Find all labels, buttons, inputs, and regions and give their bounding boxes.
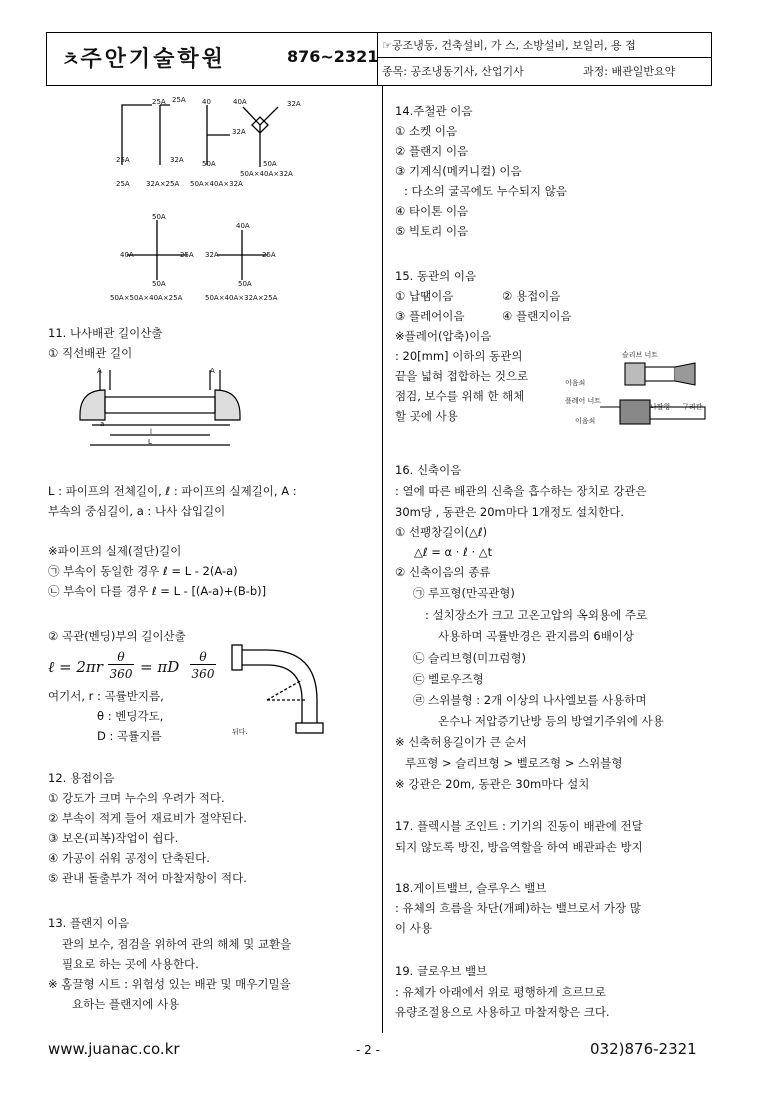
s16-loop: ㉠ 루프형(만곡관형) — [413, 586, 515, 600]
s15-row1b: ② 용접이음 — [502, 289, 561, 303]
pipe-a-lower: a — [100, 420, 105, 428]
bend-pipe-diagram — [232, 635, 342, 745]
elbow-caption: 25A — [116, 180, 130, 188]
s11-d: D : 곡률지름 — [97, 729, 162, 743]
header-logo-area — [47, 33, 378, 85]
s13-line1: 관의 보수, 점검을 위하여 관의 해체 및 교환을 — [62, 937, 292, 951]
s15-row2b: ④ 플랜지이음 — [502, 309, 572, 323]
bend-frac-num-1: θ — [108, 650, 134, 665]
tee-left-label: 25A — [116, 156, 130, 164]
s16-order-line2: 루프형 > 슬리브형 > 벨로즈형 > 스위블형 — [405, 756, 623, 770]
tee-caption: 32A×25A — [146, 180, 180, 188]
s16-order: ※ 신축허용길이가 큰 순서 — [395, 735, 527, 749]
flare-nut: 플레어 너트 — [565, 397, 602, 405]
s15-title: 15. 동관의 이음 — [395, 269, 477, 283]
s15-row1a: ① 납땜이음 — [395, 289, 454, 303]
s11-eq1: ㉠ 부속이 동일한 경우 ℓ = L - 2(A-a) — [48, 564, 238, 578]
y-bot-label: 50A — [263, 160, 277, 168]
s17-line1: 17. 플렉시블 조인트 : 기기의 진동이 배관에 전달 — [395, 819, 643, 833]
logo-mark-icon: ㅊ — [61, 47, 81, 71]
s16-line2: 30m당 , 동관은 20m마다 1개정도 설치한다. — [395, 505, 624, 519]
s11-sub1: ① 직선배관 길이 — [48, 346, 133, 360]
pipe-l-small: l — [150, 428, 152, 436]
s11-eq2: ㉡ 부속이 다를 경우 ℓ = L - [(A-a)+(B-b)] — [48, 584, 267, 598]
s16-sub2: ② 신축이음의 종류 — [395, 565, 491, 579]
tee2-mid-label: 32A — [232, 128, 246, 136]
s11-sub2: ② 곡관(벤딩)부의 길이산출 — [48, 629, 186, 643]
footer-url[interactable]: www.juanac.co.kr — [48, 1040, 180, 1058]
bend-formula-mid: = πD — [140, 658, 180, 676]
s17-line2: 되지 않도록 방진, 방음역할을 하여 배관파손 방지 — [395, 840, 643, 854]
s14-item: ① 소켓 이음 — [395, 124, 458, 138]
s12-item: ⑤ 관내 돌출부가 적어 마찰저항이 적다. — [48, 871, 247, 885]
s14-item: ② 플랜지 이음 — [395, 144, 469, 158]
column-divider — [382, 85, 383, 1033]
s19-line2: 유량조절용으로 사용하고 마찰저항은 크다. — [395, 1005, 610, 1019]
cross2-caption: 50A×40A×32A×25A — [205, 294, 278, 302]
footer-tel: 032)876-2321 — [590, 1040, 697, 1058]
bend-frac-den-2: 360 — [191, 667, 215, 681]
s15-flare-line1: : 20[mm] 이하의 동관의 — [395, 349, 523, 363]
s18-line1: : 유체의 흐름을 차단(개폐)하는 밸브로서 가장 많 — [395, 901, 641, 915]
flare-pipe: 구리관 — [682, 403, 703, 411]
s11-title: 11. 나사배관 길이산출 — [48, 326, 163, 340]
s16-sleeve: ㉡ 슬리브형(미끄럼형) — [413, 651, 526, 665]
tee-fitting — [160, 105, 170, 165]
pipe-a-upper-right: A — [210, 367, 215, 375]
page-number: - 2 - — [356, 1043, 380, 1057]
s15-row2a: ③ 플레어이음 — [395, 309, 465, 323]
cross1-left-label: 40A — [120, 251, 134, 259]
s11-theta: θ : 벤딩각도, — [97, 709, 164, 723]
s14-title: 14.주철관 이음 — [395, 104, 473, 118]
s16-eq: △ℓ = α · ℓ · △t — [414, 545, 493, 559]
tee2-caption: 50A×40A×32A — [190, 180, 243, 188]
elbow-top-label-2: 25A — [172, 96, 186, 104]
header-subject: 과정: 배관일반요약 — [583, 65, 676, 78]
cross-fitting-2 — [217, 230, 268, 280]
cross2-left-label: 32A — [205, 251, 219, 259]
tee-reducer-fitting — [207, 105, 230, 165]
pipe-l-big: L — [148, 438, 152, 446]
cross2-top-label: 40A — [236, 222, 250, 230]
s14-item: ③ 기계식(메커니컬) 이음 — [395, 164, 522, 178]
s13-title: 13. 플랜지 이음 — [48, 916, 130, 930]
y-top-left-label: 40A — [233, 98, 247, 106]
cross2-right-label: 25A — [262, 251, 276, 259]
s16-loop-line2: 사용하며 곡률반경은 관지름의 6배이상 — [438, 629, 635, 643]
s12-item: ④ 가공이 쉬워 공정이 단축된다. — [48, 851, 210, 865]
bend-frac-num-2: θ — [190, 650, 216, 665]
s12-item: ① 강도가 크며 누수의 우려가 적다. — [48, 791, 225, 805]
flare-connection: 나팔형 — [650, 403, 671, 411]
s12-item: ③ 보온(피복)작업이 쉽다. — [48, 831, 179, 845]
cross1-right-label: 25A — [180, 251, 194, 259]
s15-flare-line3: 점검, 보수를 위해 한 해체 — [395, 389, 525, 403]
s18-line2: 이 사용 — [395, 921, 432, 935]
flare-sleeve-nut: 슬리브 너트 — [622, 351, 659, 359]
s16-bellows: ㉢ 벨로우즈형 — [413, 672, 484, 686]
bend-frac-den-1: 360 — [109, 667, 133, 681]
s14-item: ⑤ 빅토리 이음 — [395, 224, 469, 238]
s14-item: ④ 타이톤 이음 — [395, 204, 469, 218]
tee2-bot-label: 50A — [202, 160, 216, 168]
y-caption: 50A×40A×32A — [240, 170, 293, 178]
s11-real: ※파이프의 실제(절단)길이 — [48, 544, 182, 558]
s16-title: 16. 신축이음 — [395, 463, 462, 477]
s16-swivel: ㉣ 스위블형 : 2개 이상의 나사엘보를 사용하며 — [413, 693, 647, 707]
s12-item: ② 부속이 적게 들어 재료비가 절약된다. — [48, 811, 247, 825]
s13-line3: ※ 홈끌형 시트 : 위험성 있는 배관 및 매우기밀을 — [48, 977, 291, 991]
flare-fitting2: 이음쇠 — [575, 417, 596, 425]
s11-def2: 부속의 중심길이, a : 나사 삽입길이 — [48, 504, 226, 518]
s11-where: 여기서, r : 곡률반지름, — [48, 689, 164, 703]
header-category-row — [378, 59, 711, 84]
bend-note: 뒤다. — [232, 728, 248, 736]
s16-note: ※ 강관은 20m, 동관은 30m마다 설치 — [395, 777, 590, 791]
straight-pipe-diagram — [70, 365, 250, 455]
s12-title: 12. 용접이음 — [48, 771, 115, 785]
cross-fitting-1 — [127, 220, 187, 280]
tee-right-label: 32A — [170, 156, 184, 164]
s14-item: : 다소의 굴곡에도 누수되지 않음 — [404, 184, 567, 198]
s11-def1: L : 파이프의 전체길이, ℓ : 파이프의 실제길이, A : — [48, 484, 297, 498]
s18-title: 18.게이트밸브, 슬루우스 밸브 — [395, 881, 547, 895]
y-fitting — [243, 107, 278, 167]
s19-title: 19. 글로우브 밸브 — [395, 964, 488, 978]
cross1-caption: 50A×50A×40A×25A — [110, 294, 183, 302]
s15-flare: ※플레어(압축)이음 — [395, 329, 492, 343]
elbow-top-label: 25A — [152, 98, 166, 106]
header-box — [46, 32, 712, 86]
s15-flare-line2: 끝을 넓혀 접합하는 것으로 — [395, 369, 529, 383]
s13-line4: 요하는 플랜지에 사용 — [72, 997, 180, 1011]
s19-line1: : 유체가 아래에서 위로 평행하게 흐르므로 — [395, 985, 607, 999]
cross2-bot-label: 50A — [238, 280, 252, 288]
bend-formula-left: ℓ = 2πr — [48, 658, 103, 676]
academy-logo: ㅊ주안기술학원 — [61, 47, 226, 72]
cross1-bot-label: 50A — [152, 280, 166, 288]
s16-line1: : 열에 따른 배관의 신축을 흡수하는 장치로 강관은 — [395, 484, 647, 498]
flare-coupling: 이음쇠 — [565, 379, 586, 387]
header-category: 종목: 공조냉동기사, 산업기사 — [382, 65, 524, 78]
y-top-right-label: 32A — [287, 100, 301, 108]
s15-flare-line4: 할 곳에 사용 — [395, 409, 458, 423]
tee2-top-label: 40 — [202, 98, 211, 106]
header-courses: ☞공조냉동, 건축설비, 가 스, 소방설비, 보일러, 용 접 — [378, 33, 711, 58]
s16-swivel-line2: 온수나 저압증기난방 등의 방열기주위에 사용 — [438, 714, 664, 728]
s16-loop-line1: : 설치장소가 크고 고온고압의 옥외용에 주로 — [425, 608, 648, 622]
pipe-a-upper-left: A — [97, 367, 102, 375]
s13-line2: 필요로 하는 곳에 사용한다. — [62, 957, 199, 971]
fittings-diagram — [100, 95, 340, 305]
s16-sub1: ① 선팽창길이(△ℓ) — [395, 525, 488, 539]
header-phone: 876~2321 — [287, 47, 379, 66]
cross1-top-label: 50A — [152, 213, 166, 221]
